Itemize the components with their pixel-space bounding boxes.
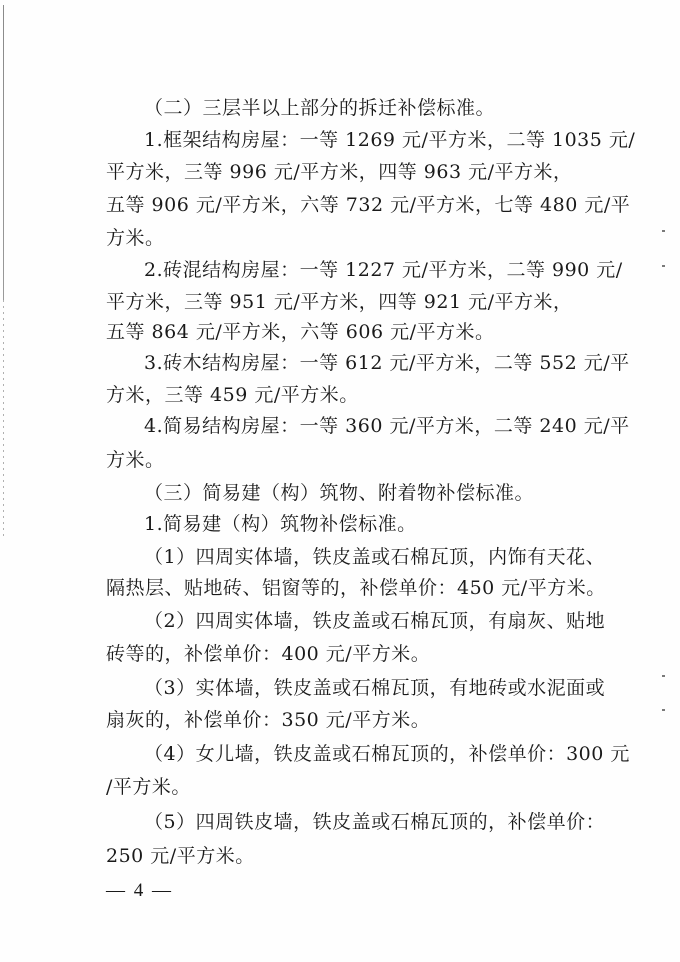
line-3: 五等 906 元/平方米，六等 732 元/平方米，七等 480 元/平 (106, 194, 631, 216)
line-22: （5）四周铁皮墙，铁皮盖或石棉瓦顶的，补偿单价： (144, 811, 606, 833)
line-21: /平方米。 (106, 776, 191, 798)
line-1: 1.框架结构房屋：一等 1269 元/平方米，二等 1035 元/ (144, 129, 636, 151)
line-11: 方米。 (106, 449, 165, 471)
line-2: 平方米，三等 996 元/平方米，四等 963 元/平方米， (106, 161, 573, 183)
line-16: （2）四周实体墙，铁皮盖或石棉瓦顶，有扇灰、贴地 (144, 610, 606, 632)
binding-edge-dots (3, 300, 4, 540)
page-number: — 4 — (106, 880, 173, 901)
line-6: 平方米，三等 951 元/平方米，四等 921 元/平方米， (106, 291, 573, 313)
scan-speck (662, 675, 665, 677)
line-5: 2.砖混结构房屋：一等 1227 元/平方米，二等 990 元/ (144, 259, 623, 281)
line-17: 砖等的，补偿单价：400 元/平方米。 (106, 643, 431, 665)
line-19: 扇灰的，补偿单价：350 元/平方米。 (106, 709, 431, 731)
line-13: 1.简易建（构）筑物补偿标准。 (144, 513, 417, 535)
line-0: （二）三层半以上部分的拆迁补偿标准。 (144, 97, 496, 119)
scan-speck (662, 230, 665, 232)
line-15: 隔热层、贴地砖、铝窗等的，补偿单价：450 元/平方米。 (106, 577, 606, 599)
line-7: 五等 864 元/平方米，六等 606 元/平方米。 (106, 321, 495, 343)
scan-speck (662, 265, 665, 267)
line-9: 方米，三等 459 元/平方米。 (106, 384, 359, 406)
line-10: 4.简易结构房屋：一等 360 元/平方米，二等 240 元/平 (144, 415, 630, 437)
scan-speck (662, 709, 665, 711)
line-4: 方米。 (106, 227, 165, 249)
line-8: 3.砖木结构房屋：一等 612 元/平方米，二等 552 元/平 (144, 352, 630, 374)
line-23: 250 元/平方米。 (106, 845, 255, 867)
line-20: （4）女儿墙，铁皮盖或石棉瓦顶的，补偿单价：300 元 (144, 743, 630, 765)
line-14: （1）四周实体墙，铁皮盖或石棉瓦顶，内饰有天花、 (144, 546, 606, 568)
binding-edge-line (3, 5, 4, 300)
line-12: （三）简易建（构）筑物、附着物补偿标准。 (144, 482, 535, 504)
line-18: （3）实体墙，铁皮盖或石棉瓦顶，有地砖或水泥面或 (144, 677, 606, 699)
